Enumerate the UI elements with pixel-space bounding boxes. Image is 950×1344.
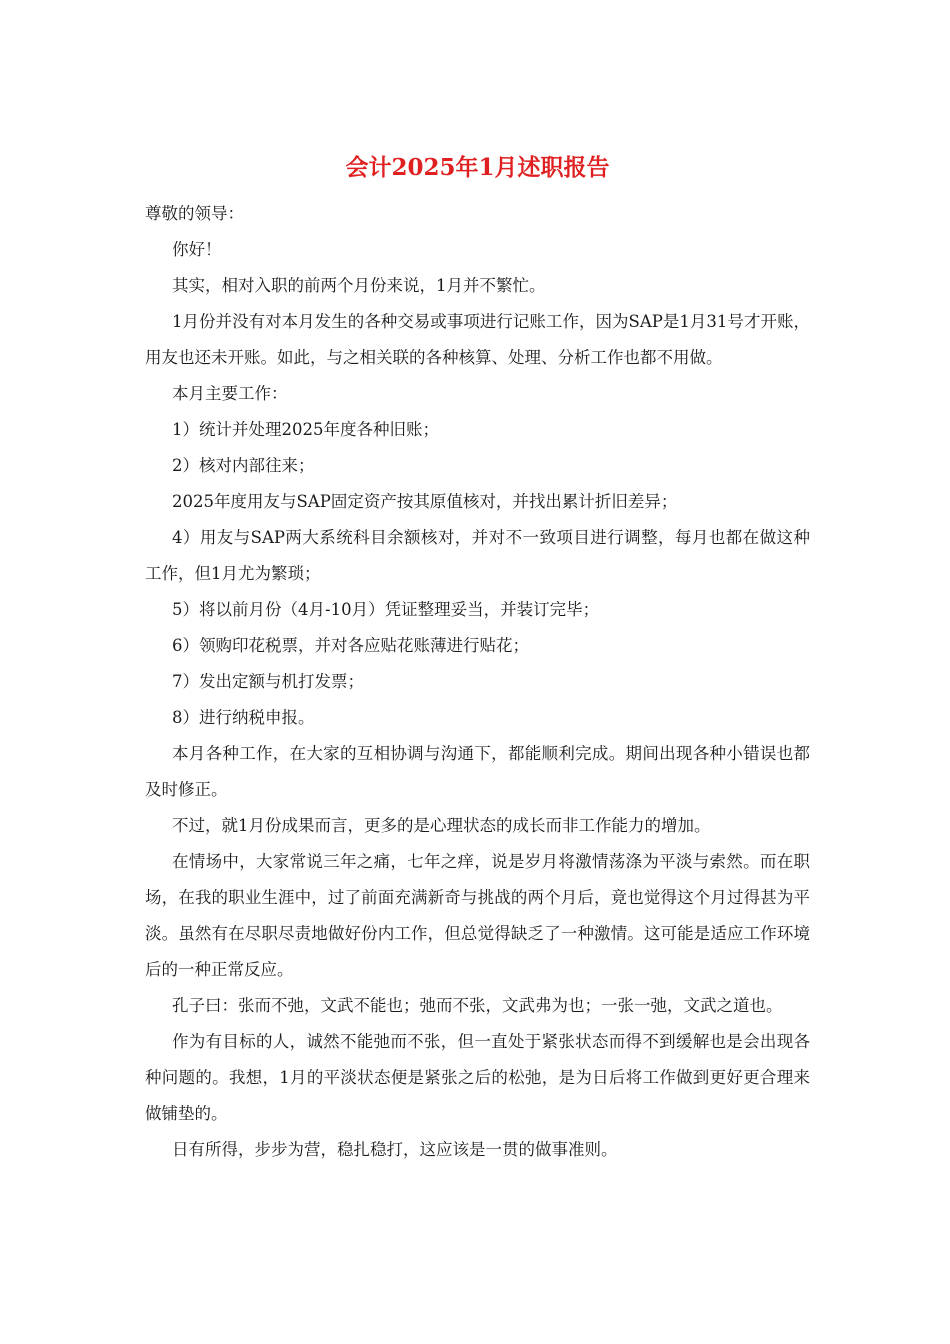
list-item-7: 7）发出定额与机打发票； xyxy=(172,672,364,691)
document-title: 会计2025年1月述职报告 xyxy=(345,154,610,181)
salutation: 尊敬的领导： xyxy=(145,204,244,223)
list-item-6: 6）领购印花税票，并对各应贴花账薄进行贴花； xyxy=(172,636,529,655)
list-item-4: 4）用友与SAP两大系统科目余额核对，并对不一致项目进行调整，每月也都在做这种工作，但1月尤为繁琐； xyxy=(145,528,810,583)
list-item-5: 5）将以前月份（4月-10月）凭证整理妥当，并装订完毕； xyxy=(172,600,600,619)
document-page xyxy=(145,150,810,1168)
paragraph-balance: 作为有目标的人，诚然不能弛而不张，但一直处于紧张状态而得不到缓解也是会出现各种问题的。我想，1月的平淡状态便是紧张之后的松弛，是为日后将工作做到更好更合理来做铺垫的。 xyxy=(145,1032,810,1123)
paragraph-main-work-heading: 本月主要工作： xyxy=(172,384,288,403)
list-item-1: 1）统计并处理2025年度各种旧账； xyxy=(172,420,439,439)
list-item-3: 2025年度用友与SAP固定资产按其原值核对，并找出累计折旧差异； xyxy=(172,492,678,511)
paragraph-intro: 其实，相对入职的前两个月份来说，1月并不繁忙。 xyxy=(172,276,546,295)
paragraph-principle: 日有所得，步步为营，稳扎稳打，这应该是一贯的做事准则。 xyxy=(172,1140,618,1159)
list-item-2: 2）核对内部往来； xyxy=(172,456,315,475)
paragraph-reflection: 在情场中，大家常说三年之痛，七年之痒，说是岁月将激情荡涤为平淡与索然。而在职场，在我的职业生涯中，过了前面充满新奇与挑战的两个月后，竟也觉得这个月过得甚为平淡。虽然有在尽职尽责地做好份内工作，但总觉得缺乏了一种激情。这可能是适应工作环境后的一种正常反应。 xyxy=(145,852,810,979)
paragraph-confucius-quote: 孔子曰：张而不弛，文武不能也；弛而不张，文武弗为也；一张一弛，文武之道也。 xyxy=(172,996,783,1015)
paragraph-summary: 本月各种工作，在大家的互相协调与沟通下，都能顺利完成。期间出现各种小错误也都及时修正。 xyxy=(145,744,810,799)
paragraph-growth: 不过，就1月份成果而言，更多的是心理状态的成长而非工作能力的增加。 xyxy=(172,816,711,835)
list-item-8: 8）进行纳税申报。 xyxy=(172,708,315,727)
paragraph-greeting: 你好！ xyxy=(172,240,222,259)
paragraph-accounting-status: 1月份并没有对本月发生的各种交易或事项进行记账工作，因为SAP是1月31号才开账，用友也还未开账。如此，与之相关联的各种核算、处理、分析工作也都不用做。 xyxy=(145,312,810,367)
